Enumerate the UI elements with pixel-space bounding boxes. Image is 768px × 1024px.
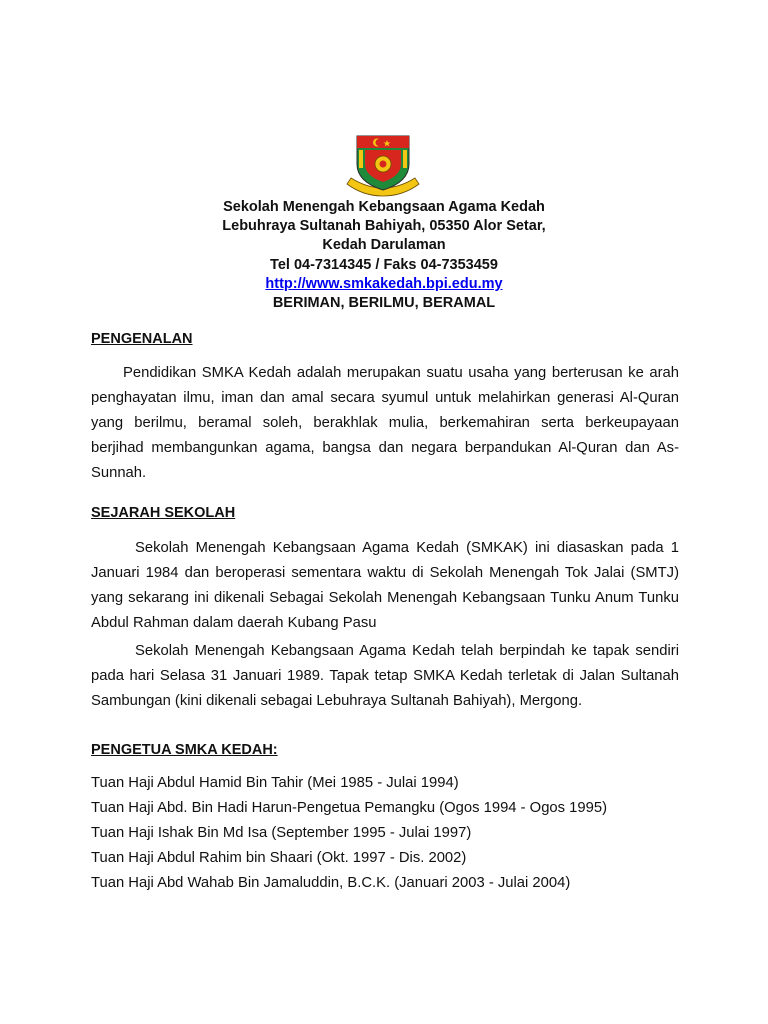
school-motto: BERIMAN, BERILMU, BERAMAL [272,295,496,312]
letterhead [0,198,768,313]
address-line-1: Lebuhraya Sultanah Bahiyah, 05350 Alor Setar, [222,218,546,235]
list-item: Tuan Haji Abd Wahab Bin Jamaluddin, B.C.K. (Januari 2003 - Julai 2004) [91,875,571,891]
paragraph-pengenalan: Pendidikan SMKA Kedah adalah merupakan suatu usaha yang berterusan ke arah penghayatan ilmu, iman dan amal secara syumul untuk melahirkan generasi Al-Quran yang berilmu, beramal soleh, berakhlak mulia, berkemahiran serta berkeupayaan berjihad membangunkan agama, bangsa dan negara berpandukan Al-Quran dan As-Sunnah. [91,365,679,481]
list-item: Tuan Haji Abdul Hamid Bin Tahir (Mei 1985 - Julai 1994) [91,775,459,791]
list-item: Tuan Haji Abd. Bin Hadi Harun-Pengetua Pemangku (Ogos 1994 - Ogos 1995) [91,800,608,816]
heading-sejarah-sekolah: SEJARAH SEKOLAH [91,505,236,521]
website-link[interactable]: http://www.smkakedah.bpi.edu.my [265,275,503,292]
paragraph-sejarah-1: Sekolah Menengah Kebangsaan Agama Kedah (SMKAK) ini diasaskan pada 1 Januari 1984 dan beroperasi sementara waktu di Sekolah Menengah Tok Jalai (SMTJ) yang sekarang ini dikenali Sebagai Sekolah Menengah Kebangsaan Tunku Anum Tunku Abdul Rahman dalam daerah Kubang Pasu [91,540,679,631]
school-name: Sekolah Menengah Kebangsaan Agama Kedah [223,199,545,215]
pengetua-list [91,771,607,896]
address-line-2: Kedah Darulaman [322,237,446,254]
phone-fax: Tel 04-7314345 / Faks 04-7353459 [270,256,498,273]
heading-pengetua: PENGETUA SMKA KEDAH: [91,742,278,758]
heading-pengenalan: PENGENALAN [91,331,193,347]
school-crest-logo [343,130,423,200]
list-item: Tuan Haji Ishak Bin Md Isa (September 1995 - Julai 1997) [91,825,472,841]
list-item: Tuan Haji Abdul Rahim bin Shaari (Okt. 1997 - Dis. 2002) [91,850,467,866]
paragraph-sejarah-2: Sekolah Menengah Kebangsaan Agama Kedah telah berpindah ke tapak sendiri pada hari Selasa 31 Januari 1989. Tapak tetap SMKA Kedah terletak di Jalan Sultanah Sambungan (kini dikenali sebagai Lebuhraya Sultanah Bahiyah), Mergong. [91,643,679,709]
